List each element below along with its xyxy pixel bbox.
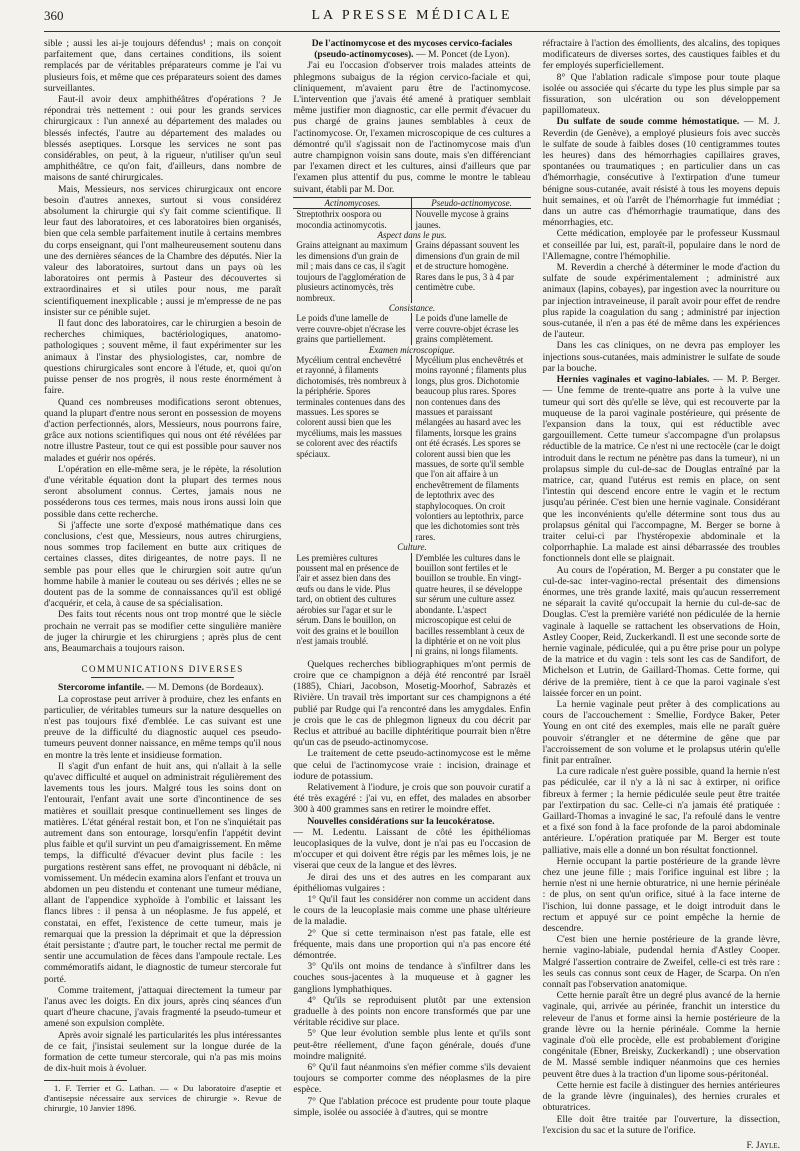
- article-author: — M. P. Berger.: [709, 374, 780, 386]
- paragraph: M. Reverdin a cherché à déterminer le mode d'action du sulfate de soude expérimentalement ; administré aux animaux (lapins, cobayes), par ingestion avec la nourriture ou par injection intraveineuse, il paraît avoir pour effet de rendre plus rapide la coagulation du sang ; administré par injection sous-cutanée, il n'en a pas été de même dans les expériences de l'auteur.: [542, 262, 780, 341]
- paragraph: Le traitement de cette pseudo-actinomycose est le même que celui de l'actinomycose vraie : incision, drainage et iodure de potassium.: [293, 748, 531, 782]
- article-title: De l'actinomycose et des mycoses cervico-faciales (pseudo-actinomycoses).: [311, 38, 513, 61]
- header-rule: [44, 31, 780, 32]
- column-left: [44, 38, 281, 1112]
- article-heading: [293, 38, 530, 60]
- paragraph: Après avoir signalé les particularités les plus intéressantes de ce fait, j'insistai seulement sur la longue durée de la formation de cette tumeur stercorale, qui n'a pas mis moins de dix-huit mois à évoluer.: [44, 1029, 282, 1075]
- paragraph: réfractaire à l'action des émollients, des alcalins, des topiques modificateurs de diverses sortes, des caustiques faibles et du fer employés superficiellement.: [542, 38, 780, 72]
- table-section-label: Culture.: [397, 542, 427, 553]
- paragraph: Elle doit être traitée par l'ouverture, la dissection, l'excision du sac et la suture de l'orifice.: [542, 1113, 780, 1136]
- paragraph: Hernie occupant la partie postérieure de la grande lèvre chez une jeune fille ; mais l'orifice inguinal est libre ; la hernie n'est ni une hernie obturatrice, ni une hernie périnéale : de plus, on sent qu'un orifice, situé à la face interne de l'ischion, lui donne passage, et le doigt introduit dans le rectum et appuyé sur ce point empêche la hernie de descendre.: [542, 855, 780, 935]
- paragraph: Comme traitement, j'attaquai directement la tumeur par l'anus avec les doigts. En dix jours, après cinq séances d'un quart d'heure chacune, j'avais fragmenté la pseudo-tumeur et amené son expulsion complète.: [44, 984, 282, 1030]
- article-heading: [543, 374, 780, 564]
- paragraph: 3° Qu'ils ont moins de tendance à s'infiltrer dans les couches sous-jacentes à la muqueuse et à gagner les ganglions lymphathiques.: [293, 961, 531, 995]
- table-cell: Mycélium central enchevêtré et rayonné, à filaments dichotomisés, très nombreux à la périphérie. Spores terminales contenues dans des massues. Les spores se colorent aussi bien que les mycéliums, mais les massues se colorent avec des réactifs spéciaux.: [293, 355, 412, 542]
- article-author: — M. Demons (de Bordeaux).: [143, 682, 264, 694]
- paragraph: La hernie vaginale peut prêter à des complications au cours de l'accouchement : Smellie, Fordyce Baker, Peter Young en ont cité des exemples, mais elle ne paraît guère pouvoir s'étrangler et ne détermine de gêne que par l'accroissement de son volume et le prolapsus utérin qu'elle finit par entraîner.: [542, 698, 780, 766]
- paragraph: Cette médication, employée par le professeur Kussmaul et conseillée par lui, est, paraît-il, populaire dans le nord de l'Allemagne, contre l'hémophilie.: [542, 228, 780, 262]
- paragraph: 7° Que l'ablation précoce est prudente pour toute plaque simple, isolée ou associée à d'autres, qui se montre: [293, 1095, 531, 1118]
- column-middle: [293, 38, 531, 1118]
- article-title: Nouvelles considérations sur la leucokératose.: [307, 815, 495, 827]
- article-heading: [543, 116, 780, 228]
- article-author: — M. J. Reverdin (de Genève), a employé plusieurs fois avec succès le sulfate de soude à faibles doses (10 centigrammes toutes les heures) dans des hémorrhagies capillaires graves, spontanées ou traumatiques ; en particulier dans un cas d'hémorrhagie, consécutive à l'extirpation d'une tumeur bénigne sous-cutanée, avait résisté à tous les moyens depuis huit semaines, et où l'arrêt de l'hémorrhagie fut immédiat ; dans un autre cas d'hémorrhagie traumatique, dans des ménorrhagies, etc.: [542, 116, 780, 229]
- paragraph: Il faut donc des laboratoires, car le chirurgien a besoin de recherches chimiques, bactériologiques, anatomo-pathologiques ; souvent même, il faut expérimenter sur les animaux à l'instar des physiologistes, car, nombre de questions chirurgicales sont encore à l'étude, et, quoi qu'on puisse penser de nos progrès, il nous reste énormément à faire.: [44, 318, 282, 397]
- paragraph: Au cours de l'opération, M. Berger a pu constater que le cul-de-sac inter-vagino-rectal présentait des dimensions énormes, une très grande laxité, mais qu'aucun resserrement ne séparait la cavité qu'occupait la hernie du cul-de-sac de Douglas. C'est la première variété non pédiculée de la hernie vaginale à laquelle se rattachent les observations de Hoin, Astley Cooper, Reid, Zuckerkandl. Il est une seconde sorte de hernie vaginale, pédiculée, qui a pu être prise pour un polype de la matrice et du vagin : tels sont les cas de Sandifort, de Michelson et Lutrin, de Gaillard-Thomas. Cette forme, qui dérive de la première, tient à ce que la paroi vaginale s'est laissée forcer en un point.: [542, 564, 780, 699]
- text-columns: [44, 38, 780, 1151]
- paragraph: La cure radicale n'est guère possible, quand la hernie n'est pas pédiculée, car il n'y a là ni sac à extirper, ni orifice fibreux à fermer ; la hernie pédiculée seule peut être traitée par l'extirpation du sac. Celle-ci n'a jamais été pratiquée : Gaillard-Thomas a invaginé le sac, l'a refoulé dans le ventre et a fixé son fond à la face profonde de la paroi abdominale antérieure. L'opération pratiquée par M. Berger est toute palliative, mais elle a donné un bon résultat fonctionnel.: [542, 766, 780, 856]
- paragraph: 5° Que leur évolution semble plus lente et qu'ils sont peut-être réellement, d'une façon générale, doués d'une moindre malignité.: [293, 1028, 531, 1062]
- table-section-label: Aspect dans le pus.: [377, 230, 447, 241]
- table-cell: D'emblée les cultures dans le bouillon sont fertiles et le bouillon se trouble. En vingt-quatre heures, il se développe sur sérum une culture assez abondante. L'aspect microscopique est celui de bacilles ressemblant à ceux de la diphtérie et on ne voit plus ni grains, ni longs filaments.: [415, 552, 525, 657]
- paragraph: J'ai eu l'occasion d'observer trois malades atteints de phlegmons subaigus de la région cervico-faciale et qui, cliniquement, m'avaient paru être de l'actinomycose. L'intervention que j'avais été amené à pratiquer semblait même justifier mon diagnostic, car elle permit d'évacuer du pus chargé de grains jaunes semblables à ceux de l'actinomycose. Or, l'examen microscopique de ces cultures a démontré qu'il s'agissait non de l'actinomycose mais d'un autre champignon voisin sans doute, mais s'en différenciant par l'examen direct et les cultures, ainsi d'ailleurs que par l'examen plus attentif du pus, comme le montre le tableau suivant, établi par M. Dor.: [293, 60, 531, 195]
- table-section-label: Consistance.: [388, 302, 436, 313]
- comparison-table: [293, 197, 530, 657]
- paragraph: Quelques recherches bibliographiques m'ont permis de croire que ce champignon a déjà été rencontré par Israël (1885), Chiari, Jacobson, Mosetig-Moorhof, Sabrazès et Rivière. Un travail très important sur ces champignons a été publié par Rudge qui l'a rencontré dans les amygdales. Enfin je crois que le cas de phlegmon ligneux du cou décrit par Reclus et attribué au bacille diphtéritique pourrait bien n'être qu'un cas de pseudo-actinomycose.: [293, 658, 531, 749]
- article-author: — M. Poncet (de Lyon).: [413, 49, 510, 61]
- table-cell: Mycélium plus enchevêtrés et moins rayonné ; filaments plus longs, plus gros. Dichotomie beaucoup plus rares. Spores non contenues dans des massues et paraissant mélangées au hasard avec les filaments, lorsque les grains ont été écrasés. Les spores se colorent aussi bien que les massues, de sorte qu'il semble que l'on ait affaire à un enchevêtrement de filaments de leptothrix avec des staphylocoques. On croit volontiers au leptothrix, parce que les dichotomies sont très rares.: [415, 354, 527, 542]
- signature: F. Jayle.: [746, 1139, 780, 1151]
- paragraph: Je dirai des uns et des autres en les comparant aux épithéliomas vulgaires :: [293, 871, 531, 894]
- table-cell: Grains atteignant au maximum les dimensions d'un grain de mil ; mais dans ce cas, il s'agit toujours de l'agglomération de plusieurs actinomycès, très nombreux.: [293, 240, 412, 302]
- footnote: 1. F. Terrier et G. Lathan. — « Du laboratoire d'aseptie et d'antisepsie nécessaire aux services de chirurgie ». Revue de chirurgie, 10 Janvier 1896.: [44, 1083, 282, 1114]
- paragraph: Des faits tout récents nous ont trop montré que le siècle prochain ne verrait pas se modifier cette singulière manière de juger la chirurgie et les chirurgiens ; après plus de cent ans, Beaumarchais a toujours raison.: [44, 609, 282, 654]
- paragraph: 2° Que si cette terminaison n'est pas fatale, elle est fréquente, mais dans une proportion qui n'a pas encore été démontrée.: [293, 927, 531, 961]
- paragraph: L'opération en elle-même sera, je le répète, la résolution d'une véritable équation dont la plupart des termes nous seront absolument connus. Certes, jamais nous ne posséderons tous ces termes, mais nous irons aussi loin que possible dans cette recherche.: [44, 463, 282, 520]
- journal-title: LA PRESSE MÉDICALE: [311, 8, 513, 23]
- article-author: M. Ledentu.: [312, 826, 367, 838]
- table-cell: Le poids d'une lamelle de verre couvre-objet n'écrase les grains que partiellement.: [293, 313, 412, 344]
- running-head: [44, 8, 780, 30]
- table-section-label: Examen microscopique.: [368, 344, 456, 355]
- paragraph: Cette hernie est facile à distinguer des hernies antérieures de la grande lèvre (inguinales), des hernies crurales et obturatrices.: [542, 1079, 780, 1114]
- paragraph: Mais, Messieurs, nos services chirurgicaux ont encore besoin d'autres annexes, surtout si vous considérez absolument la chirurgie qui s'y fait comme scientifique. Il leur faut des laboratoires, et ces laboratoires bien organisés, bien que cela semble parfaitement inutile à certains membres du corps enseignant, qui l'ont malheureusement soutenu dans une des dernières séances de la Chambre des députés. Nier la valeur des laboratoires, surtout dans un pays où les laboratoires ont permis à Pasteur des découvertes si extraordinaires et si utiles pour nous, me paraît scientifiquement inexplicable ; aussi je m'empresse de ne pas insister sur ce pénible sujet.: [44, 183, 282, 318]
- paragraph: — M. Ledentu. Laissant de côté les épithéliomas leucoplasiques de la vulve, dont je n'ai pas eu l'occasion de m'occuper et qui doivent être régis par les mêmes lois, je ne viserai que ceux de la langue et des lèvres.: [293, 826, 531, 872]
- paragraph: La coprostase peut arriver à produire, chez les enfants en particulier, de véritables tumeurs sur la nature desquelles on n'est pas toujours fixé d'emblée. Le cas suivant est une preuve de la difficulté du diagnostic auquel ces pseudo-tumeurs peuvent donner naissance, en même temps qu'il nous en montre la très lente et insidieuse formation.: [44, 693, 282, 761]
- article-title: Du sulfate de soude comme hémostatique.: [556, 116, 740, 128]
- table-cell: Grains dépassant souvent les dimensions d'un grain de mil et de structure homogène. Rares dans le pus, 3 à 4 par centimètre cube.: [415, 240, 520, 293]
- paragraph: C'est bien une hernie postérieure de la grande lèvre, hernie vagino-labiale, pudendal hernia d'Astley Cooper. Malgré l'assertion contraire de Zweifel, celle-ci est très rare : les seuls cas connus sont ceux de Hager, de Scarpa. On n'en connaît pas l'observation anatomique.: [542, 934, 780, 991]
- table-cell: Les premières cultures poussent mal en présence de l'air et assez bien dans des œufs ou dans le vide. Plus tard, on obtient des cultures aérobies sur l'agar et sur le sérum. Dans le bouillon, on voit des grains et le bouillon n'est jamais troublé.: [293, 553, 412, 657]
- page-number: 360: [44, 8, 64, 23]
- paragraph: Relativement à l'iodure, je crois que son pouvoir curatif a été très exagéré : j'ai vu, en effet, des malades en absorber 300 à 400 grammes sans en retirer le moindre effet.: [293, 781, 531, 816]
- article-heading: [44, 682, 281, 693]
- paragraph: Quand ces nombreuses modifications seront obtenues, quand la plupart d'entre nous seront en possession de moyens d'action perfectionnés, alors, Messieurs, nous pourrons faire, grâce aux notions scientifiques qui nous ont été révélées par notre illustre Pasteur, tout ce qui est possible pour sauver nos malades et guérir nos opérés.: [44, 396, 282, 464]
- table-cell: Le poids d'une lamelle de verre couvre-objet écrase les grains complètement.: [415, 313, 519, 345]
- paragraph: 6° Qu'il faut néanmoins s'en méfier comme s'ils devaient toujours se comporter comme des néoplasmes de la pire espèce.: [293, 1062, 531, 1096]
- paragraph: 4° Qu'ils se reproduisent plutôt par une extension graduelle à des points non encore transformés que par une véritable récidive sur place.: [293, 994, 531, 1029]
- footnote-rule: [44, 1080, 127, 1081]
- column-right: [542, 38, 780, 1151]
- paragraph: Si j'affecte une sorte d'exposé mathématique dans ces conclusions, c'est que, Messieurs, nous autres chirurgiens, nous sommes trop facilement en butte aux critiques de certaines classes, dites dirigeantes, de notre pays. Il ne semble pas pour elles que le chirurgien soit autre qu'un homme habile à manier le couteau ou ses dérivés ; elles ne se doutent pas de la somme de connaissances qu'il est obligé d'acquérir, et cela, à cause de sa spécialisation.: [44, 519, 282, 610]
- paragraph: sible ; aussi les ai-je toujours défendus¹ ; mais on conçoit parfaitement que, dans certaines conditions, ils soient remplacés par de véritables préparateurs comme je l'ai vu plusieurs fois, et même que ces préparateurs soient des dames surveillantes.: [44, 38, 282, 94]
- article-title: Stercorome infantile.: [58, 682, 144, 694]
- section-rule: [91, 677, 233, 678]
- article-title: Hernies vaginales et vagino-labiales.: [556, 374, 710, 386]
- paragraph: 8° Que l'ablation radicale s'impose pour toute plaque isolée ou associée qui s'écarte du type les plus simple par sa fissuration, son ulcération ou son développement papillomateux.: [542, 71, 780, 117]
- paragraph: Dans les cas cliniques, on ne devra pas employer les injections sous-cutanées, mais administrer le sulfate de soude par la bouche.: [542, 340, 780, 374]
- table-header-left: Actinomycoses.: [293, 197, 412, 208]
- article-intro: — Une femme de trente-quatre ans porte à la vulve une tumeur qui sort dès qu'elle se lève, qui est recouverte par la muqueuse de la paroi vaginale postérieure, qui présente de l'expansion dans la toux, qui est réductible avec gargouillement. Cette tumeur s'accompagne d'un prolapsus réductible de la matrice. Ce n'est ni une rectocèle (car le doigt introduit dans le rectum ne pénètre pas dans la tumeur), ni un prolapsus simple du cul-de-sac de Douglas entraîné par la matrice, car, quand l'utérus est remis en place, on sent l'intestin qui descend encore entre le vagin et le rectum jusqu'au périnée. C'est bien une hernie vaginale. Considérant que les inconvénients qu'elle détermine sont tous dus au prolapsus génital qui l'accompagne, M. Berger se borne à traiter celui-ci par l'hystéropexie abdominale et la colporrhaphie. La malade est ainsi débarrassée des troubles fonctionnels dont elle se plaignait.: [542, 385, 780, 565]
- paragraph: Faut-il avoir deux amphithéâtres d'opérations ? Je répondrai très nettement : oui pour les grands services chirurgicaux : l'un annexé au département des malades ou blessés infectés, l'autre au département des malades ou blessés aseptiques. Lorsque les services ne sont pas considérables, on peut, à la rigueur, n'utiliser qu'un seul amphithéâtre, ce qu'on fait, d'ailleurs, dans nombre de maisons de santé chirurgicales.: [44, 94, 282, 184]
- article-heading: [293, 816, 530, 827]
- table-cell: Nouvelle mycose à grains jaunes.: [412, 209, 531, 230]
- table-cell: Streptothrix oospora ou mocondia actinomycotis.: [293, 209, 412, 230]
- paragraph: Il s'agit d'un enfant de huit ans, qui n'allait à la selle qu'avec difficulté et auquel on administrait régulièrement des lavements tous les jours. Malgré tous les soins dont on l'entourait, l'enfant avait une sorte d'incontinence de ses matières et souillait presque continuellement ses linges de matières. L'état général restait bon, et l'on ne s'inquiétait pas autrement dans son entourage, lorsqu'enfin l'appétit devint plus faible et qu'il survint un peu d'amaigrissement. En même temps, la difficulté d'évacuer devint plus facile : les purgations restèrent sans effet, ne provoquant ni débâcle, ni vomissement. Un médecin examina alors l'enfant et trouva un abdomen un peu distendu et contenant une tumeur médiane, allant de l'appendice xyphoïde à l'ombilic et laissant les flancs libres : il pensa à un néoplasme. Je fus appelé, et constatai, en effet, l'existence de cette tumeur, mais je remarquai que la pression la déprimait et que la dépression était persistante ; d'autre part, le toucher rectal me permit de sentir une accumulation de fèces dans l'ampoule rectale. Les commémoratifs aidant, le diagnostic de tumeur stercorale fut porté.: [44, 760, 282, 985]
- paragraph: 1° Qu'il faut les considérer non comme un accident dans le cours de la leucoplasie mais comme une phase ultérieure de la maladie.: [293, 893, 531, 928]
- table-header-right: Pseudo-actinomycose.: [412, 197, 531, 208]
- section-title: COMMUNICATIONS DIVERSES: [81, 664, 244, 675]
- article-intro: Laissant de côté les épithéliomas leucoplasiques de la vulve, dont je n'ai pas eu l'occasion de m'occuper et qui doivent être régis par les mêmes lois, je ne viserai que ceux de la langue et des lèvres.: [293, 826, 531, 872]
- paragraph: Cette hernie paraît être un degré plus avancé de la hernie vaginale, qui, arrivée au périnée, franchit un interstice du releveur de l'anus et forme ainsi la hernie postérieure de la grande lèvre ou la hernie périnéale. Comme la hernie vaginale d'où elle procède, elle est probablement d'origine congénitale (Ebner, Breisky, Zuckerkandl) ; une observation de M. Massé semble indiquer néanmoins que ces hernies peuvent être dues à la traction d'un lipome sous-péritonéal.: [542, 990, 780, 1080]
